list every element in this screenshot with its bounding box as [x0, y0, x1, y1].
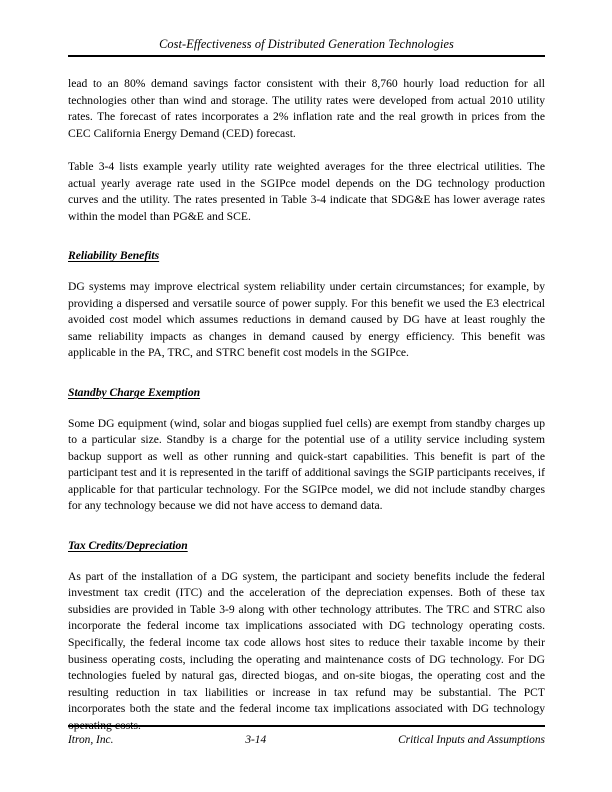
paragraph-standby-charge-exemption: Some DG equipment (wind, solar and biogas supplied fuel cells) are exempt from standby charges up to a particular size. Standby is a charge for the potential use of a utility service including system backup support as well as other running and quick-start capabilities. This benefit is part of the participant test and it is represented in the tariff of additional savings the SGIP participants receives, if applicable for that particular technology. For the SGIPce model, we did not include standby charges for any technology because we did not have access to demand data.: [68, 416, 545, 513]
running-footer: [68, 725, 545, 748]
section-heading-reliability-benefits: Reliability Benefits: [68, 249, 160, 263]
section-heading-tax-credits-depreciation: Tax Credits/Depreciation: [68, 539, 188, 553]
footer-company-name: Itron, Inc.: [68, 734, 114, 746]
heading-block-tax-credits-depreciation: [68, 536, 545, 555]
running-header: [68, 36, 545, 57]
heading-block-reliability-benefits: [68, 246, 545, 265]
paragraph-table-3-4: Table 3-4 lists example yearly utility rate weighted averages for the three electrical utilities. The actual yearly average rate used in the SGIPce model depends on the DG technology production curves and the utility. The rates presented in Table 3-4 indicate that SDG&E has lower average rates within the model than PG&E and SCE.: [68, 159, 545, 223]
header-title: Cost-Effectiveness of Distributed Generation Technologies: [159, 37, 454, 51]
document-body: [68, 76, 545, 735]
section-heading-standby-charge-exemption: Standby Charge Exemption: [68, 385, 201, 399]
footer-chapter-title: Critical Inputs and Assumptions: [398, 734, 545, 746]
paragraph-tax-credits-depreciation: As part of the installation of a DG system, the participant and society benefits include the federal investment tax credit (ITC) and the acceleration of the depreciation expenses. Both of these tax subsidies are provided in Table 3-9 along with other technology attributes. The TRC and STRC also incorporate the federal income tax implications associated with DG technology operating costs. Specifically, the federal income tax code allows host sites to reduce their taxable income by their business operating costs, including the operating and maintenance costs of DG technology. For DG technologies fueled by natural gas, directed biogas, and on-site biogas, the operating cost and the resulting reduction in tax liabilities or increase in tax refund may be substantial. The PCT incorporates both the state and the federal income tax implications associated with DG technology operating costs.: [68, 569, 545, 732]
footer-row: [68, 733, 545, 748]
paragraph-utility-rates: lead to an 80% demand savings factor consistent with their 8,760 hourly load reduction for all technologies other than wind and storage. The utility rates were developed from actual 2010 utility rates. The forecast of rates incorporates a 2% inflation rate and the real growth in prices from the CEC California Energy Demand (CED) forecast.: [68, 77, 545, 140]
heading-block-standby-charge-exemption: [68, 383, 545, 402]
paragraph-reliability-benefits: DG systems may improve electrical system reliability under certain circumstances; for example, by providing a dispersed and versatile source of power supply. For this benefit we used the E3 electrical avoided cost model which assumes reductions in demand caused by DG have at least roughly the same reliability impacts as changes in demand caused by energy efficiency. This benefit was applicable in the PA, TRC, and STRC benefit cost models in the SGIPce.: [68, 279, 545, 360]
footer-divider: [68, 725, 545, 727]
header-divider: [68, 55, 545, 57]
footer-page-number: 3-14: [245, 734, 267, 746]
